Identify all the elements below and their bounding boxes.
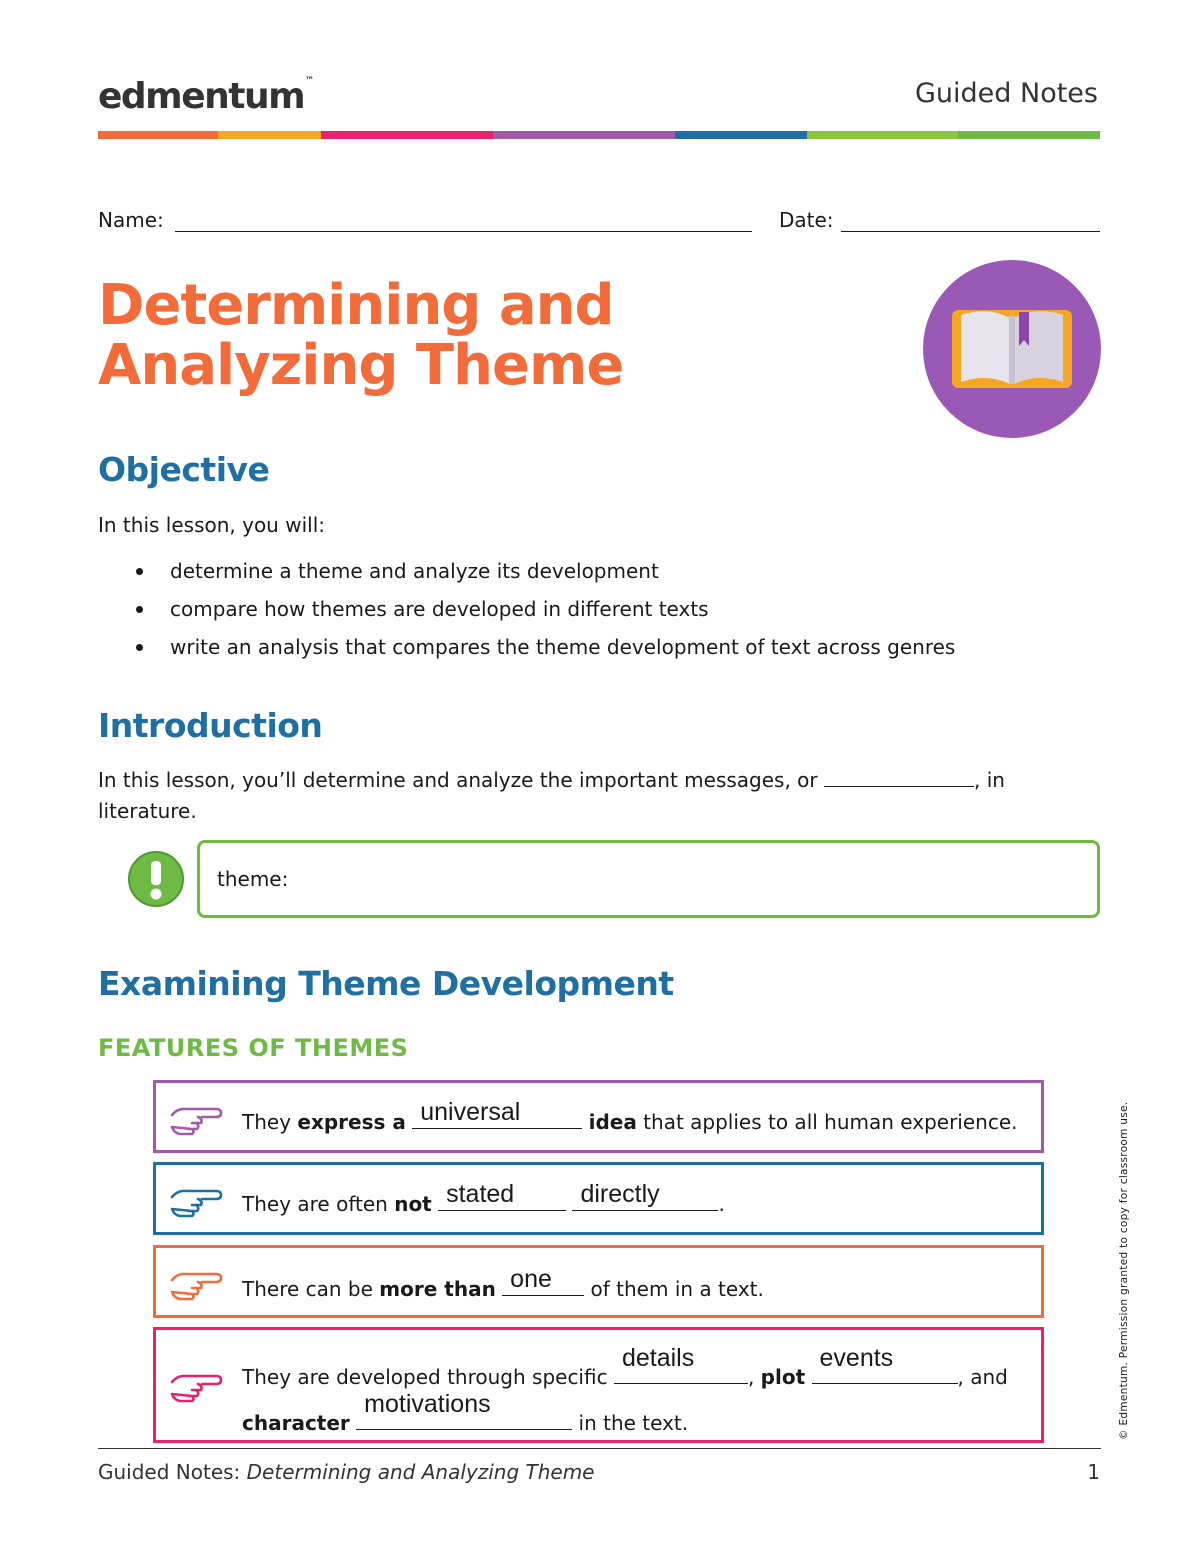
feature-box-developed-through: [153, 1327, 1044, 1443]
objective-intro: In this lesson, you will:: [98, 513, 325, 537]
color-bar-segment: [218, 131, 321, 139]
edmentum-logo: edmentum™: [98, 76, 315, 117]
pointing-hand-icon: [168, 1264, 224, 1304]
list-item: determine a theme and analyze its development: [136, 552, 955, 590]
introduction-text: In this lesson, you’ll determine and analyze the important messages, or , in literature.: [98, 768, 1005, 823]
color-bar-segment: [807, 131, 958, 139]
features-heading: FEATURES OF THEMES: [98, 1034, 409, 1062]
objective-list: [136, 552, 955, 666]
date-underline: [841, 231, 1100, 232]
footer-divider: [98, 1448, 1101, 1449]
name-label: Name:: [98, 208, 164, 232]
name-underline: [175, 231, 752, 232]
color-bar-segment: [675, 131, 807, 139]
list-item: compare how themes are developed in different texts: [136, 590, 955, 628]
theme-definition-box[interactable]: [197, 840, 1100, 918]
color-bar-segment: [493, 131, 675, 139]
answer-blank[interactable]: one: [502, 1274, 584, 1296]
answer-blank[interactable]: details: [614, 1362, 748, 1384]
name-field[interactable]: [98, 208, 164, 232]
objective-heading: Objective: [98, 450, 270, 489]
exclamation-icon: [127, 850, 185, 908]
feature-text: They are often not stated directly .: [242, 1180, 725, 1216]
date-field[interactable]: [779, 208, 834, 232]
introduction-heading: Introduction: [98, 706, 323, 745]
feature-text: There can be more than one of them in a text.: [242, 1265, 764, 1301]
answer-blank[interactable]: motivations: [356, 1408, 572, 1430]
color-bar: [98, 131, 1100, 139]
feature-box-universal: [153, 1080, 1044, 1153]
introduction-blank[interactable]: [824, 767, 974, 787]
answer-blank[interactable]: stated: [438, 1189, 566, 1211]
open-book-icon: [923, 260, 1101, 438]
examining-heading: Examining Theme Development: [98, 964, 674, 1003]
feature-text: They are developed through specific details , plot events , and character motivations in the text.: [242, 1344, 1008, 1435]
answer-blank[interactable]: directly: [572, 1189, 718, 1211]
footer-title: Guided Notes: Determining and Analyzing Theme: [98, 1460, 595, 1484]
color-bar-segment: [98, 131, 218, 139]
list-item: write an analysis that compares the theme development of text across genres: [136, 628, 955, 666]
pointing-hand-icon: [168, 1366, 224, 1406]
answer-blank[interactable]: universal: [412, 1107, 582, 1129]
color-bar-segment: [958, 131, 1100, 139]
header-label: Guided Notes: [915, 78, 1098, 109]
feature-box-more-than-one: [153, 1245, 1044, 1318]
pointing-hand-icon: [168, 1181, 224, 1221]
feature-box-not-stated: [153, 1162, 1044, 1235]
pointing-hand-icon: [168, 1099, 224, 1139]
answer-blank[interactable]: events: [812, 1362, 958, 1384]
copyright-note: © Edmentum. Permission granted to copy for classroom use.: [1118, 1101, 1130, 1440]
page-number: 1: [1087, 1460, 1100, 1484]
color-bar-segment: [321, 131, 493, 139]
feature-text: They express a universal idea that applies to all human experience.: [242, 1098, 1018, 1134]
theme-definition-label: theme:: [217, 867, 289, 891]
page-title: Determining and Analyzing Theme: [98, 273, 624, 398]
date-label: Date:: [779, 208, 834, 232]
